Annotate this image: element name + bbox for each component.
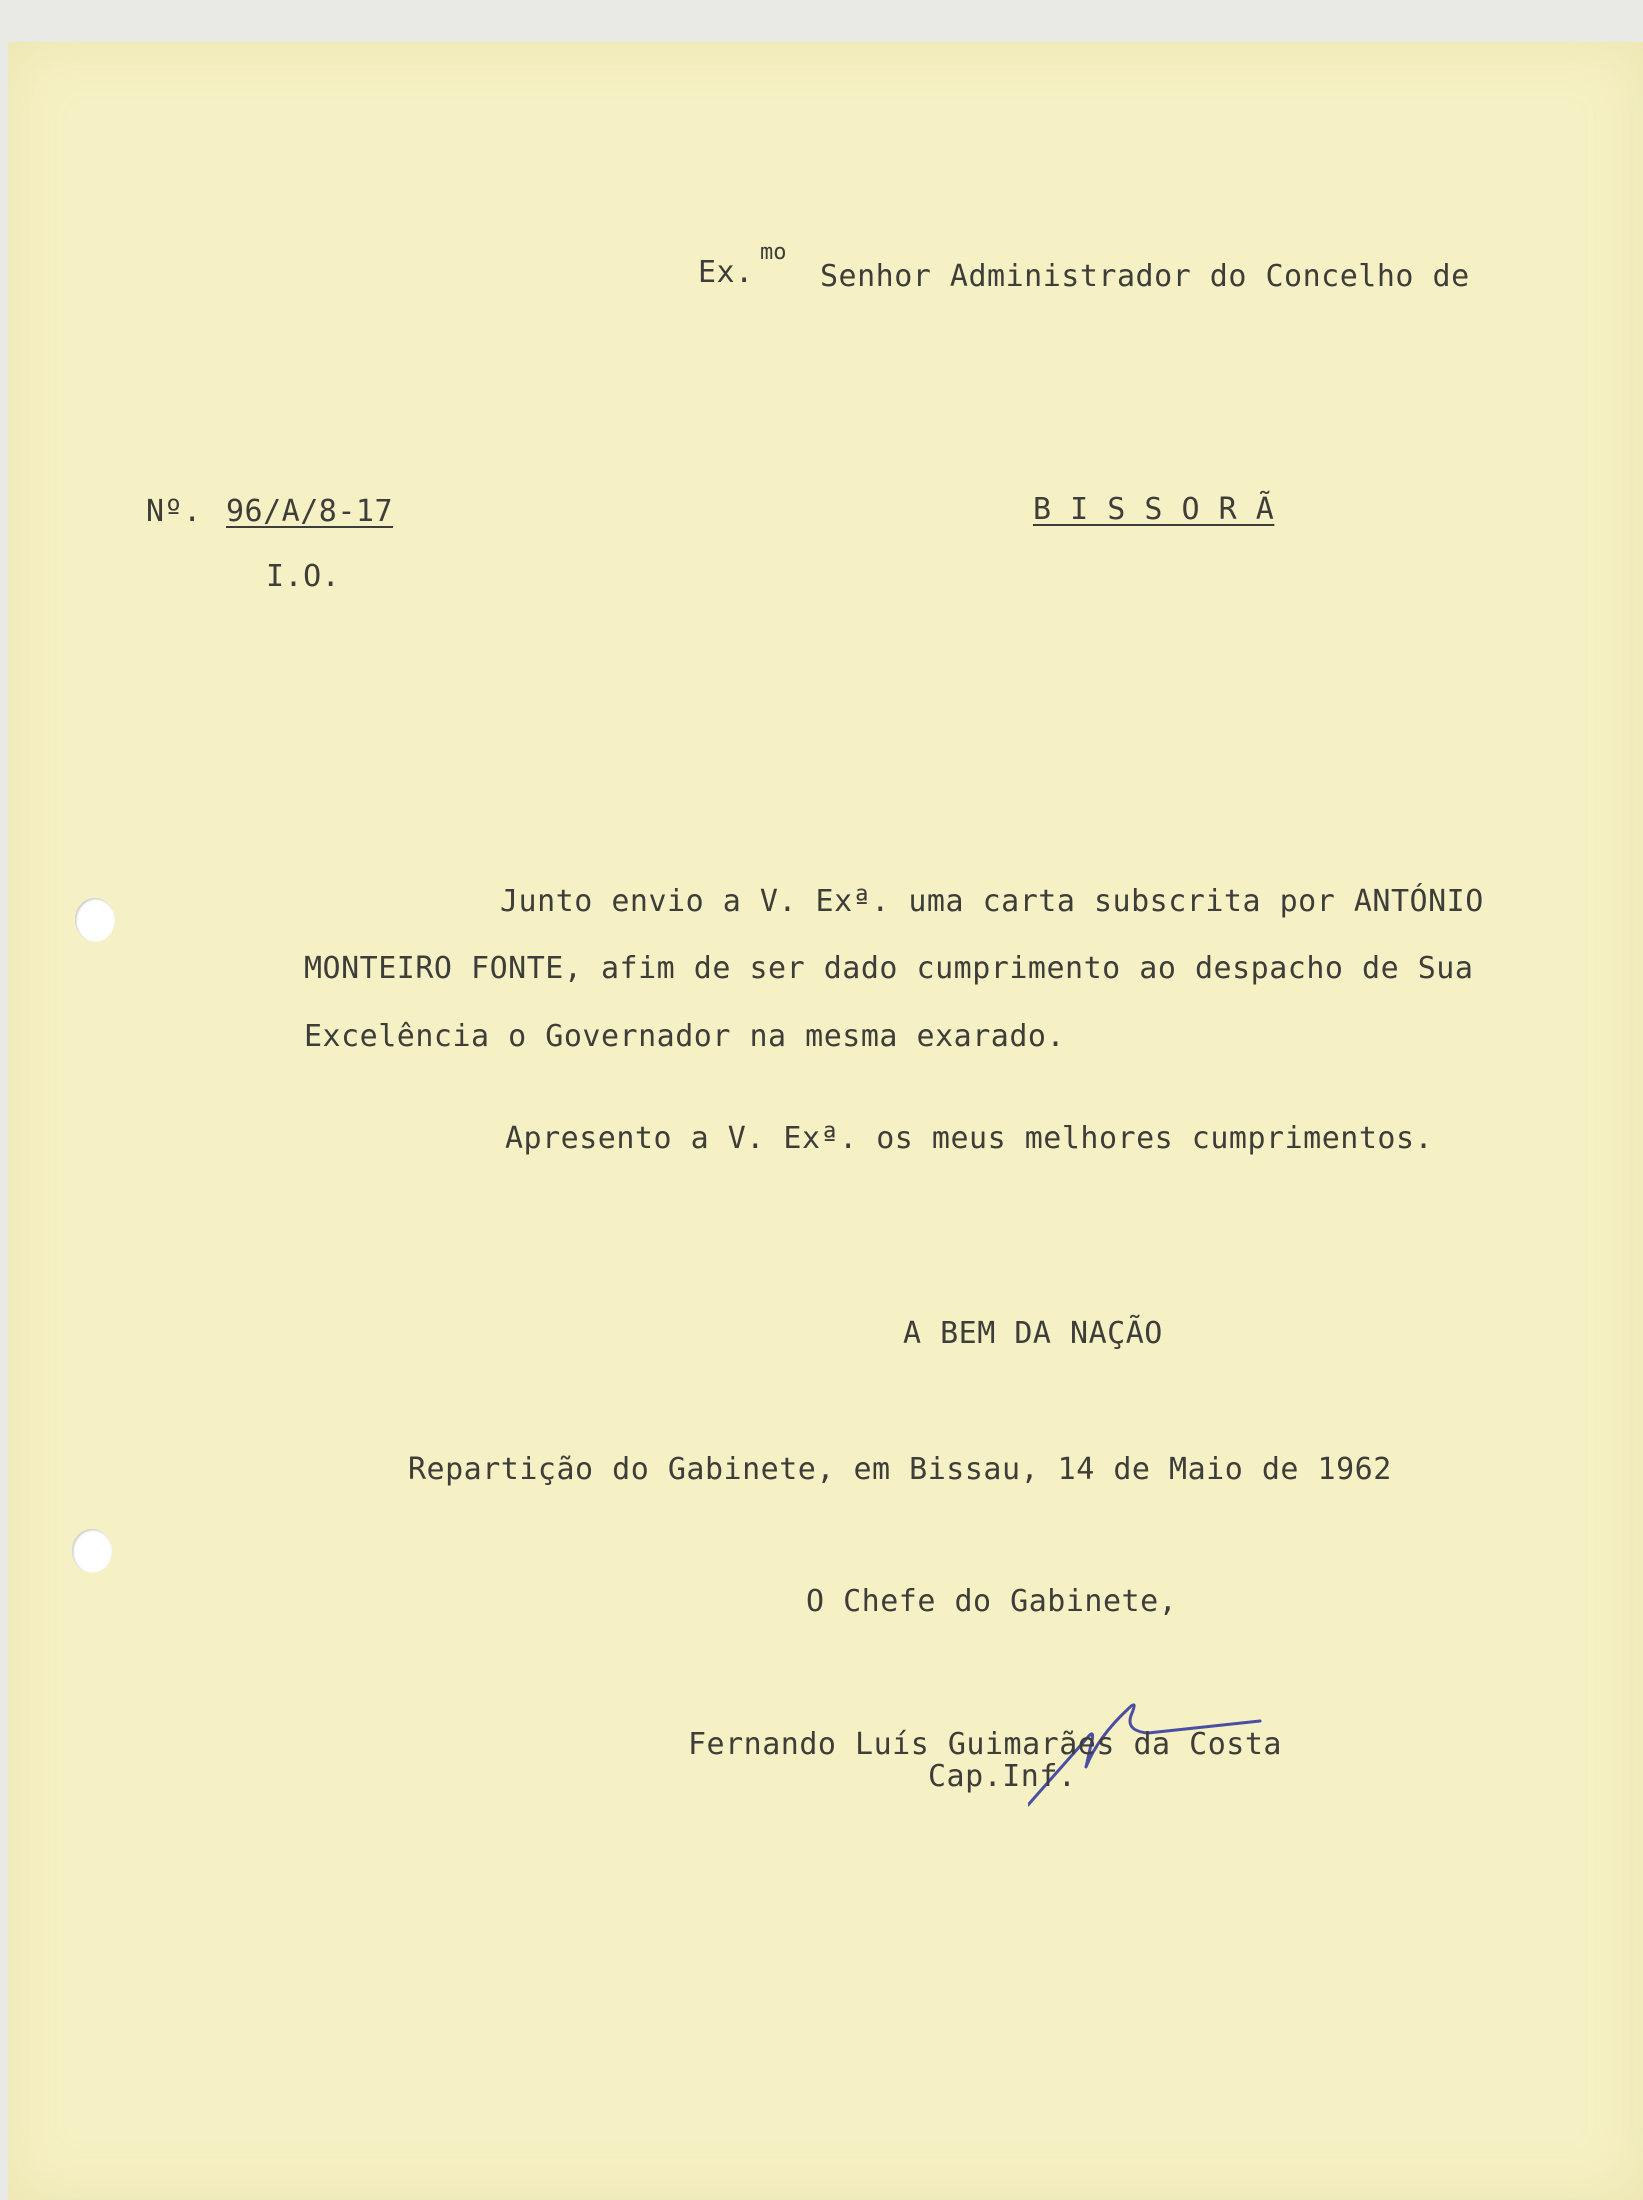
signatory-rank: Cap.Inf.: [928, 1759, 1077, 1794]
motto: A BEM DA NAÇÃO: [903, 1316, 1163, 1351]
punch-hole-top: [75, 898, 115, 942]
letter-page: [8, 42, 1643, 2200]
place-date: Repartição do Gabinete, em Bissau, 14 de Maio de 1962: [408, 1452, 1392, 1487]
destination: B I S S O R Ã: [1033, 492, 1275, 527]
salutation-addressee: Senhor Administrador do Concelho de: [820, 259, 1470, 294]
reference-number: 96/A/8-17: [226, 494, 394, 529]
punch-hole-bottom: [72, 1529, 112, 1573]
salutation-superscript: mo: [760, 240, 787, 265]
body-line-3: Excelência o Governador na mesma exarado.: [304, 1019, 1066, 1054]
reference-label: Nº.: [146, 494, 202, 529]
signatory-name: Fernando Luís Guimarães da Costa: [688, 1727, 1282, 1762]
body-line-4: Apresento a V. Exª. os meus melhores cumprimentos.: [505, 1121, 1434, 1156]
body-line-2: MONTEIRO FONTE, afim de ser dado cumprimento ao despacho de Sua: [304, 951, 1474, 986]
salutation-prefix: Ex.: [698, 255, 754, 290]
reference-sub: I.O.: [266, 559, 341, 594]
closing-title: O Chefe do Gabinete,: [806, 1584, 1178, 1619]
body-line-1: Junto envio a V. Exª. uma carta subscrita por ANTÓNIO: [500, 884, 1484, 919]
